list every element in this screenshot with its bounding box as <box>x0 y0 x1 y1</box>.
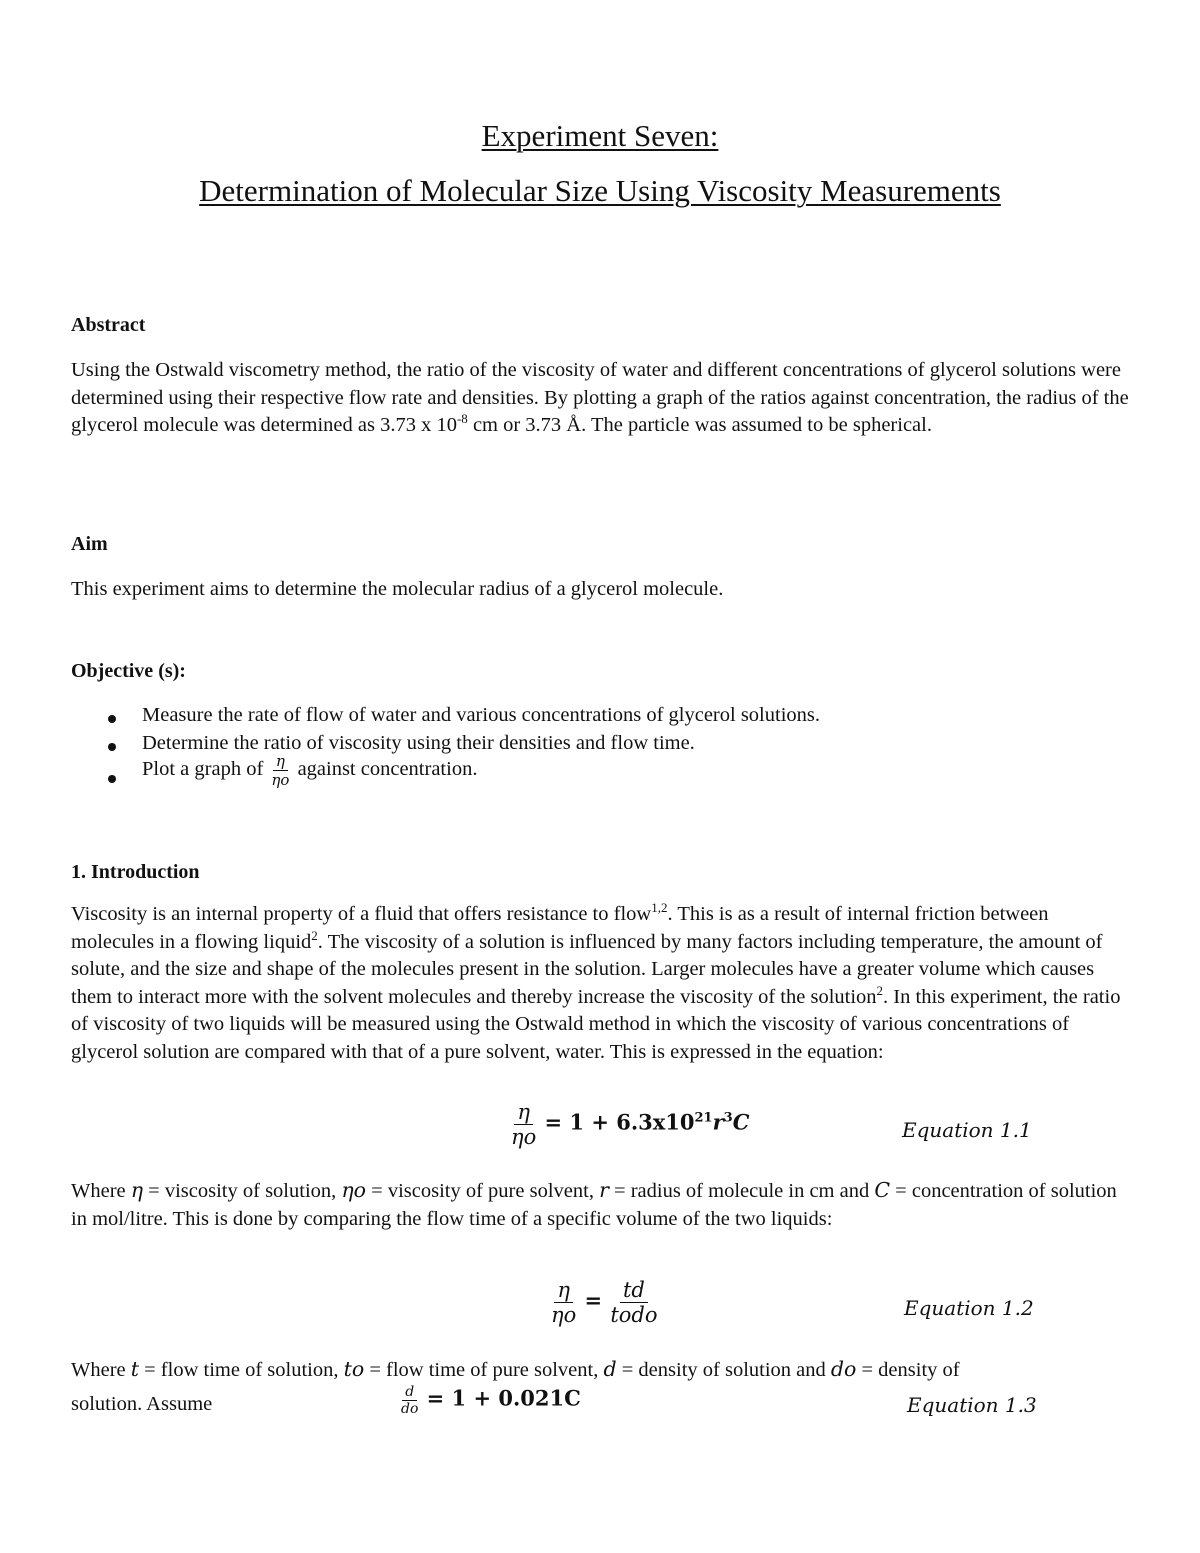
where2-f: = density of <box>856 1359 960 1381</box>
eq2-equals: = <box>584 1287 603 1313</box>
eq1-c: C <box>732 1109 750 1135</box>
abstract-text-1: Using the Ostwald viscometry method, the ratio of the viscosity of water and different concentrations of glycerol solutions were determined using their respective flow rate and densities. By plotting a graph of the ratios against concentration, the radius of the glycerol molecule was determined as 3.73 x 10 <box>71 359 1129 436</box>
eq2-left-numerator: η <box>554 1278 573 1303</box>
bullet-icon <box>108 706 126 723</box>
where2-d: d <box>603 1357 617 1381</box>
aim-heading: Aim <box>71 533 108 555</box>
where2-d0: do <box>830 1357 857 1381</box>
where1-C: C <box>874 1178 891 1202</box>
equation-1-1-label <box>902 1118 1032 1142</box>
bullet-icon <box>108 766 126 783</box>
eq2-right-numerator: td <box>620 1278 648 1303</box>
eq2-left-denominator: ηo <box>551 1303 577 1327</box>
equation-1-3-label <box>907 1393 1037 1417</box>
objective-item-3-before: Plot a graph of <box>142 758 269 781</box>
where-paragraph-1 <box>71 1177 1131 1233</box>
eq3-numerator: d <box>402 1384 417 1401</box>
eq3-rhs: = 1 + 0.021C <box>426 1385 581 1411</box>
abstract-text-2: cm or 3.73 Å. The particle was assumed to be spherical. <box>467 414 932 436</box>
where2-b: = flow time of solution, <box>139 1359 344 1381</box>
eq3-fraction <box>398 1384 421 1417</box>
where2-c: = flow time of pure solvent, <box>364 1359 604 1381</box>
eq1-fraction <box>508 1100 539 1149</box>
objective-item-3 <box>142 752 477 789</box>
eq2-right-denominator: todo <box>610 1303 658 1327</box>
where2-t0: to <box>343 1357 365 1381</box>
eq1-rhs: = 1 + 6.3x10 <box>544 1109 695 1135</box>
eq2-label-text: Equation 1.2 <box>904 1296 1034 1320</box>
title-line-1: Experiment Seven: <box>481 118 719 153</box>
equation-1-2 <box>548 1278 661 1327</box>
where1-d: = radius of molecule in cm and <box>608 1180 875 1202</box>
eq1-denominator: ηo <box>511 1125 537 1149</box>
objective-item-2: Determine the ratio of viscosity using their densities and flow time. <box>142 732 695 754</box>
eq1-exponent: 21 <box>694 1110 713 1126</box>
intro-text-d: . In this experiment, the ratio of viscosity of two liquids will be measured using the Ostwald method in which the viscosity of various concentrations of glycerol solution are compared with that of a pure solvent, water. This is expressed in the equation: <box>71 985 1121 1063</box>
abstract-heading: Abstract <box>71 314 146 336</box>
eq1-label-text: Equation 1.1 <box>902 1118 1032 1142</box>
citation-sup: 1,2 <box>651 900 668 916</box>
introduction-paragraph <box>71 901 1131 1066</box>
citation-sup: 2 <box>876 982 884 998</box>
intro-text-b: . This is as a result of internal friction between molecules in a flowing liquid <box>71 903 1049 953</box>
eq2-right-fraction <box>607 1278 660 1327</box>
where1-eta: η <box>130 1178 144 1202</box>
abstract-paragraph <box>71 357 1131 440</box>
eq2-left-fraction <box>548 1278 579 1327</box>
where1-e: = concentration of solution in mol/litre. This is done by comparing the flow time of a specific volume of the two liquids: <box>71 1180 1117 1230</box>
fraction-denominator: ηo <box>271 771 290 789</box>
objectives-heading: Objective (s): <box>71 660 186 682</box>
where1-r: r <box>599 1178 609 1202</box>
eq1-r: r <box>712 1109 724 1135</box>
where2-a: Where <box>71 1359 131 1381</box>
eq3-denominator: do <box>401 1401 419 1417</box>
eta-ratio-fraction <box>268 752 292 789</box>
eq1-numerator: η <box>514 1100 533 1125</box>
objective-item-1: Measure the rate of flow of water and various concentrations of glycerol solutions. <box>142 704 820 726</box>
where1-b: = viscosity of solution, <box>143 1180 342 1202</box>
fraction-numerator: η <box>273 752 288 771</box>
intro-text-a: Viscosity is an internal property of a fluid that offers resistance to flow <box>71 903 652 925</box>
eq1-exponent-2: 3 <box>723 1110 733 1126</box>
aim-paragraph: This experiment aims to determine the molecular radius of a glycerol molecule. <box>71 578 724 600</box>
eq3-label-text: Equation 1.3 <box>907 1393 1037 1417</box>
citation-sup: 2 <box>311 927 318 943</box>
where2-t: t <box>130 1357 139 1381</box>
where1-a: Where <box>71 1180 131 1202</box>
equation-1-3 <box>398 1384 581 1417</box>
title-line-2: Determination of Molecular Size Using Viscosity Measurements <box>199 173 1001 208</box>
assume-text: solution. Assume <box>71 1393 213 1415</box>
abstract-exponent: -8 <box>456 411 468 427</box>
equation-1-2-label <box>904 1296 1034 1320</box>
intro-text-c: . The viscosity of a solution is influenced by many factors including temperature, the amount of solute, and the size and shape of the molecules present in the solution. Larger molecules have a greater volume which causes them to interact more with the solvent molecules and thereby increase the viscosity of the solution <box>71 930 1103 1008</box>
where1-c: = viscosity of pure solvent, <box>366 1180 600 1202</box>
where-paragraph-2 <box>71 1356 1131 1385</box>
bullet-icon <box>108 734 126 751</box>
equation-1-1 <box>508 1100 749 1149</box>
where2-e: = density of solution and <box>616 1359 831 1381</box>
objective-item-3-after: against concentration. <box>292 758 478 781</box>
where1-eta0: ηo <box>341 1178 367 1202</box>
introduction-heading: 1. Introduction <box>71 861 200 883</box>
